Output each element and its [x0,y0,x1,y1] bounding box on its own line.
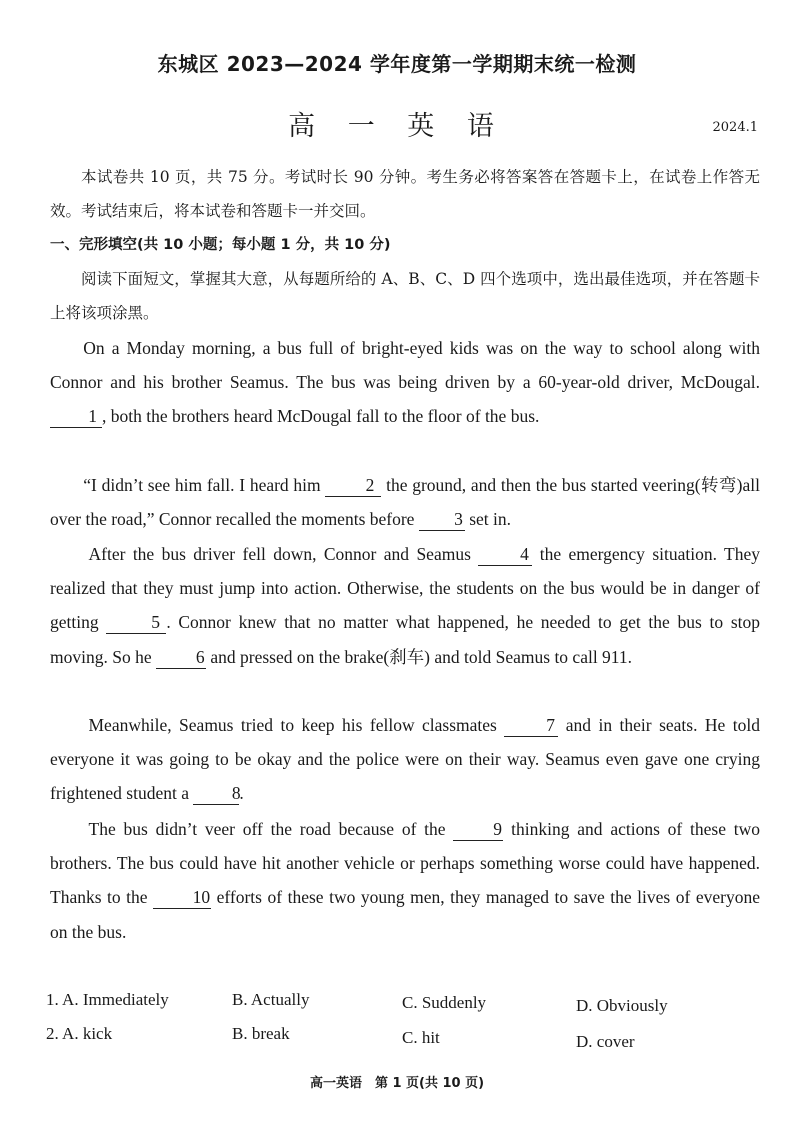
exam-intro: 本试卷共 10 页，共 75 分。考试时长 90 分钟。考生务必将答案答在答题卡上，在试卷上作答无效。考试结束后，将本试卷和答题卡一并交回。 [50,168,760,220]
blank-5: 5 [106,611,166,634]
option-2b: B. break [232,1024,290,1043]
option-2d: D. cover [576,1032,635,1051]
subject-title: 高 一 英 语 [288,111,506,142]
exam-date: 2024.1 [712,120,758,135]
passage-text: the emergency situation. They realized that they must jump into action. Otherwise, the students on the bus would be in danger of getting [50,544,761,633]
passage-text: and pressed on the brake(刹车) and told Seamus to call 911. [210,646,633,667]
passage-text: set in. [469,509,512,530]
passage-text: Meanwhile, Seamus tried to keep his fellow classmates [88,715,497,735]
blank-2: 2 [325,474,381,497]
question-row-2 [46,1024,756,1058]
exam-title: 东城区 2023—2024 学年度第一学期期末统一检测 [157,52,637,76]
option-1c: C. Suddenly [402,993,487,1012]
passage-text: After the bus driver fell down, Connor and Seamus [88,544,471,564]
blank-4: 4 [478,543,532,566]
blank-6: 6 [156,646,206,669]
passage-text: . [239,783,244,804]
blank-1: 1 [50,405,102,428]
blank-9: 9 [453,818,503,841]
passage-paragraph-2 [50,468,760,536]
section-heading: 一、完形填空(共 10 小题；每小题 1 分，共 10 分) [50,237,391,253]
blank-3: 3 [419,508,465,531]
blank-10: 10 [153,886,211,909]
passage-text: On a Monday morning, a bus full of bright-eyed kids was on the way to school along with Connor and his brother Seamus. The bus was being driven by a 60-year-old driver, McDougal. [50,338,760,393]
page-footer: 高一英语 第 1 页(共 10 页) [309,1076,485,1091]
blank-8: 8 [193,782,239,805]
blank-7: 7 [504,714,558,737]
passage-text: the ground, and then the bus started veering(转弯)all over the road,” Connor recalled the moments before [50,475,760,530]
passage-text: The bus didn’t veer off the road because of the [88,819,446,839]
option-1b: B. Actually [232,990,310,1009]
option-2c: C. hit [402,1028,440,1047]
passage-paragraph-4 [50,708,760,811]
option-1a: 1. A. Immediately [46,990,169,1009]
option-2a: 2. A. kick [46,1024,113,1043]
question-row-1 [46,990,756,1024]
passage-text: and in their seats. He told everyone it was going to be okay and the police were on their way. Seamus even gave one crying frightened student a [50,715,760,804]
passage-text: thinking and actions of these two brothers. The bus could have hit another vehicle or perhaps something worse could have happened. Thanks to the [50,819,761,908]
passage-paragraph-5 [50,812,760,949]
passage-text: , both the brothers heard McDougal fall to the floor of the bus. [102,406,540,427]
section-instructions: 阅读下面短文，掌握其大意，从每题所给的 A、B、C、D 四个选项中，选出最佳选项，并在答题卡上将该项涂黑。 [50,270,760,322]
passage-paragraph-1 [50,331,760,434]
passage-text: efforts of these two young men, they managed to save the lives of everyone on the bus. [50,887,760,942]
passage-text: “I didn’t see him fall. I heard him [83,475,321,495]
answer-options [46,990,756,1058]
option-1d: D. Obviously [576,996,668,1015]
passage-text: . Connor knew that no matter what happened, he needed to get the bus to stop moving. So he [50,612,761,667]
passage-paragraph-3 [50,537,760,674]
